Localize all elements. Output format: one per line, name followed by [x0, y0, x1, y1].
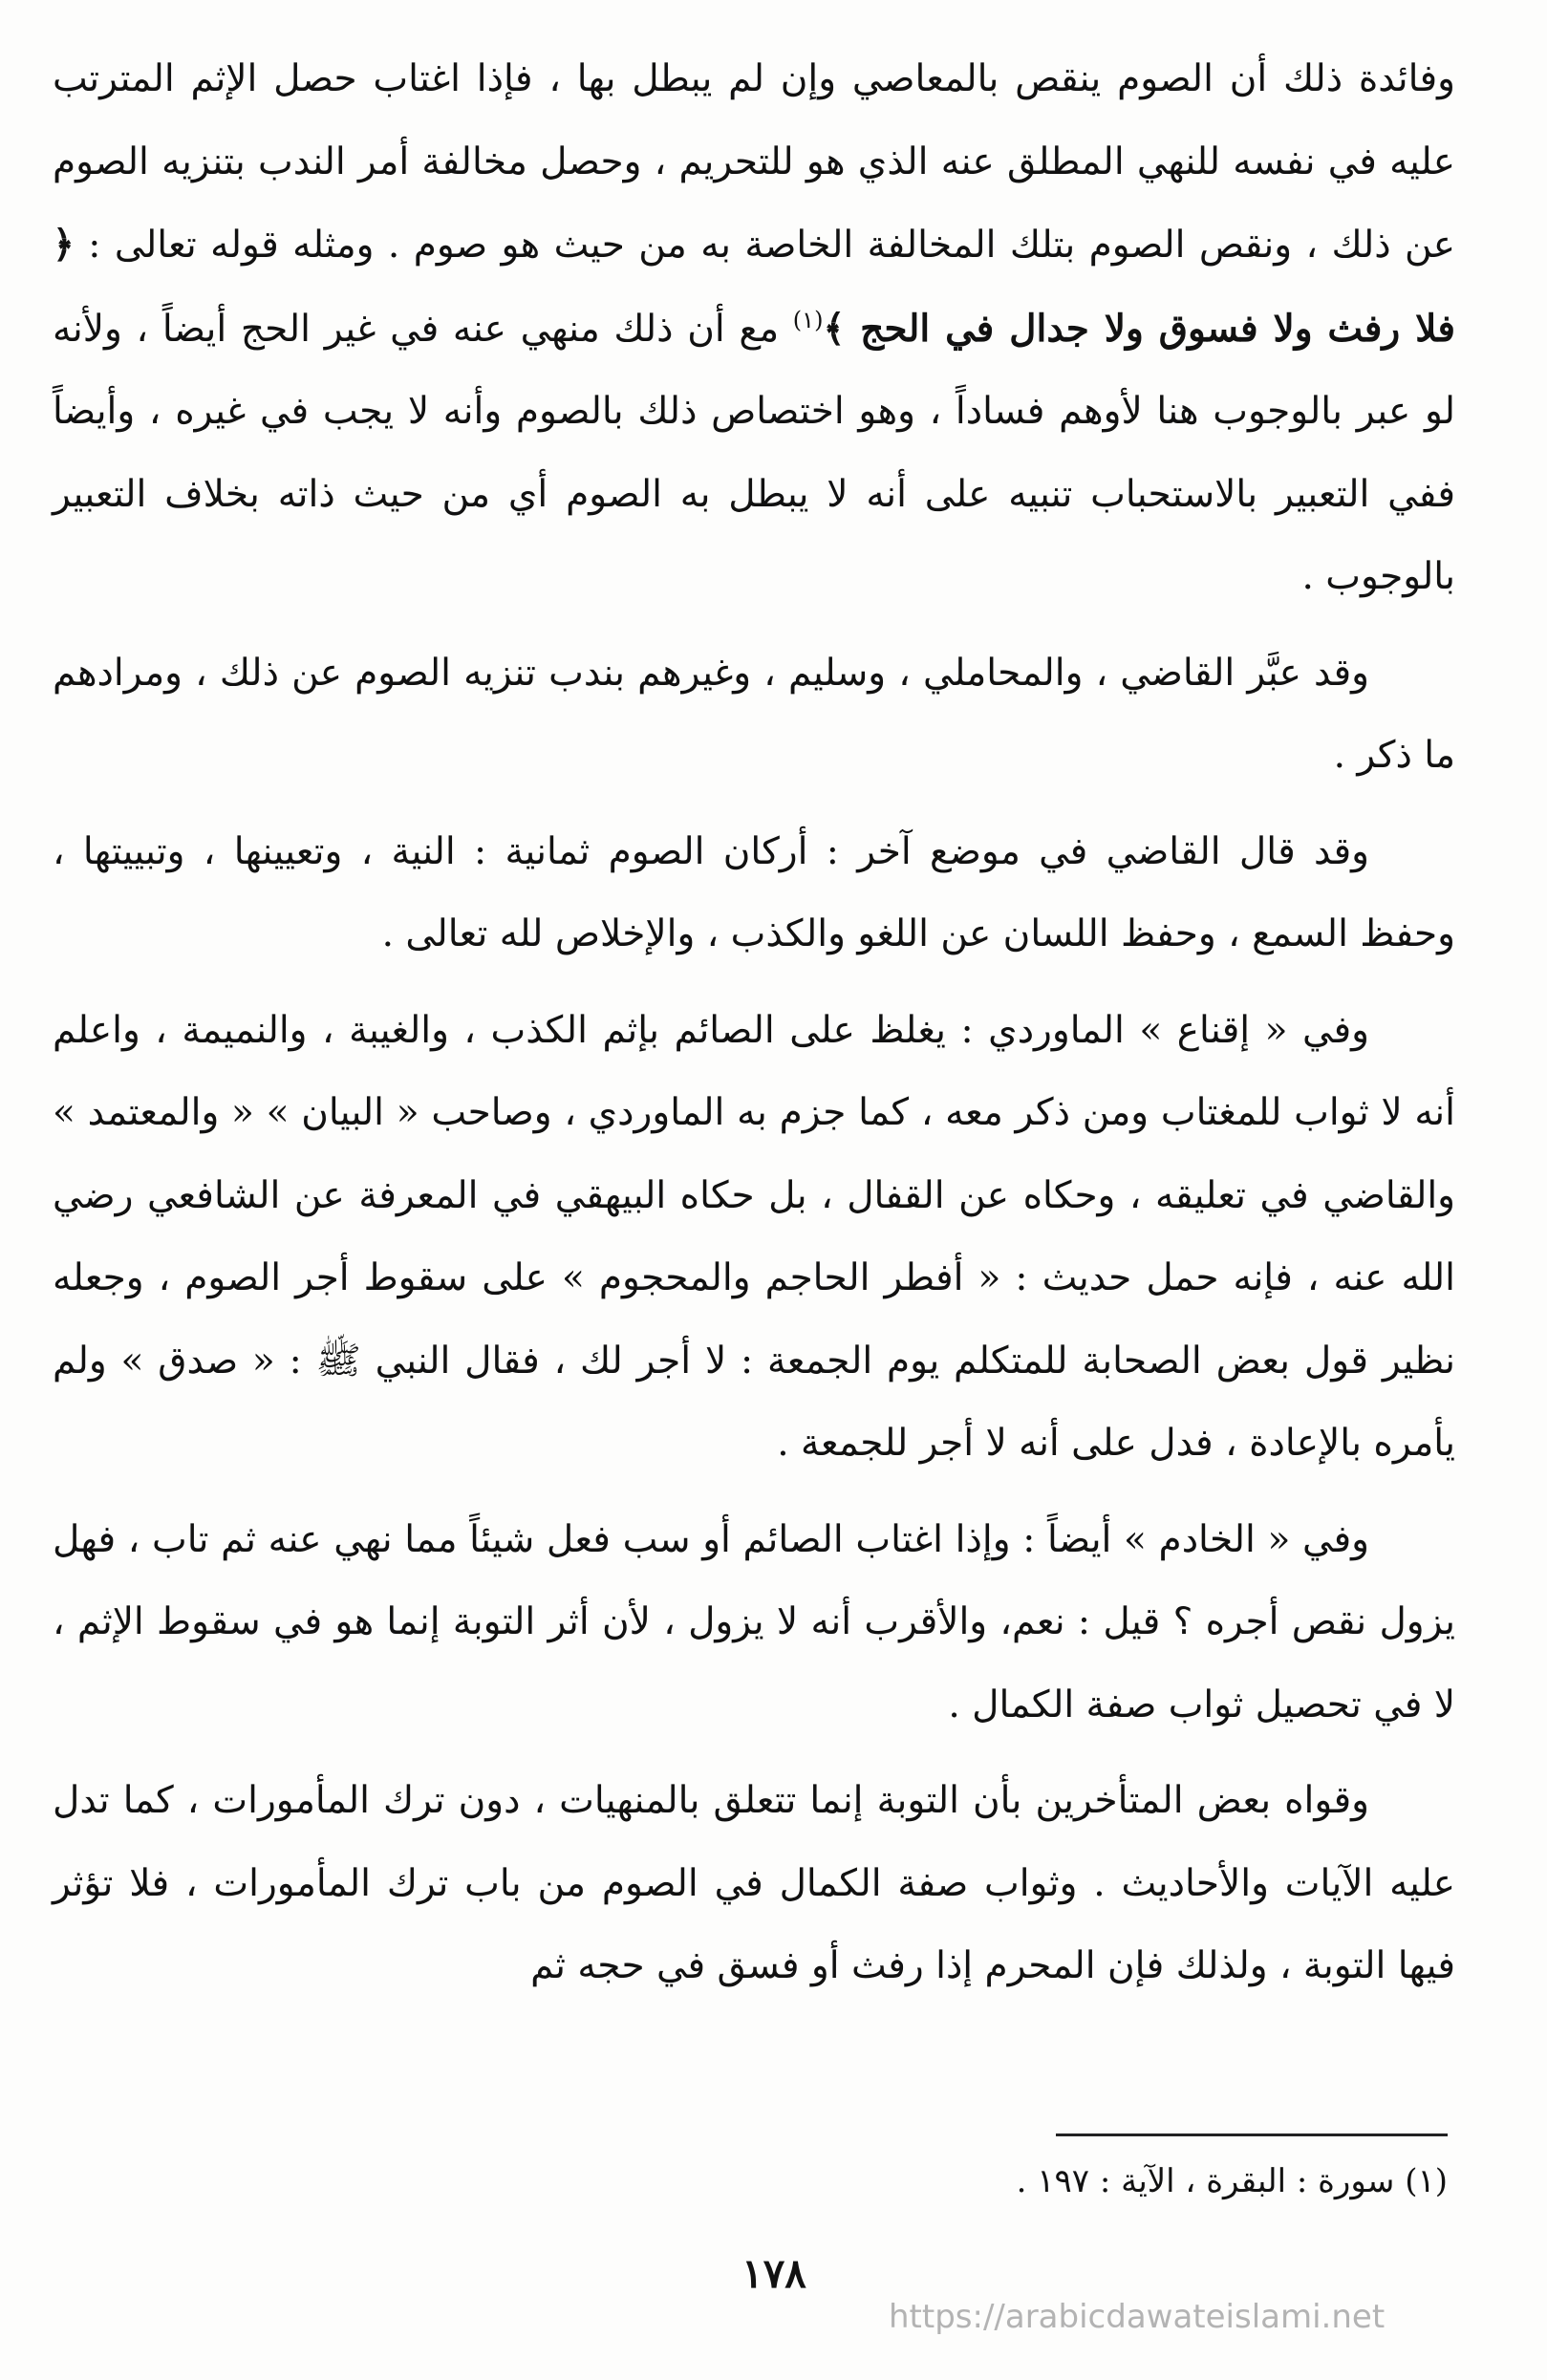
paragraph: وقد قال القاضي في موضع آخر : أركان الصوم ثمانية : النية ، وتعيينها ، وتبييتها ، وحفظ السمع ، وحفظ اللسان عن اللغو والكذب ، والإخلاص لله تعالى .	[53, 829, 1455, 955]
page-number: ١٧٨	[741, 2250, 806, 2297]
paragraph: وقواه بعض المتأخرين بأن التوبة إنما تتعلق بالمنهيات ، دون ترك المأمورات ، كما تدل عليه الآيات والأحاديث . وثواب صفة الكمال في الصوم من باب ترك المأمورات ، فلا تؤثر فيها التوبة ، ولذلك فإن المحرم إذا رفث أو فسق في حجه ثم	[53, 1779, 1455, 1987]
paragraph	[53, 38, 1455, 619]
quran-verse: ﴿ فلا رفث ولا فسوق ولا جدال في الحج ﴾	[53, 223, 1456, 351]
paragraph-text: وفائدة ذلك أن الصوم ينقص بالمعاصي وإن لم يبطل بها ، فإذا اغتاب حصل الإثم المترتب عليه في نفسه للنهي المطلق عنه الذي هو للتحريم ، وحصل مخالفة أمر الندب بتنزيه الصوم عن ذلك ، ونقص الصوم بتلك المخالفة الخاصة به من حيث هو صوم . ومثله قوله تعالى :	[53, 57, 1455, 267]
paragraph: وقد عبَّر القاضي ، والمحاملي ، وسليم ، وغيرهم بندب تنزيه الصوم عن ذلك ، ومرادهم ما ذكر .	[53, 651, 1455, 777]
body-text	[53, 38, 1455, 2022]
paragraph-text: مع أن ذلك منهي عنه في غير الحج أيضاً ، ولأنه لو عبر بالوجوب هنا لأوهم فساداً ، وهو اختصاص ذلك بالصوم وأنه لا يجب في غيره ، وأيضاً ففي التعبير بالاستحباب تنبيه على أنه لا يبطل به الصوم أي من حيث ذاته بخلاف التعبير بالوجوب .	[53, 307, 1455, 598]
footnote-divider	[1056, 2133, 1448, 2136]
paragraph: وفي « إقناع » الماوردي : يغلظ على الصائم بإثم الكذب ، والغيبة ، والنميمة ، واعلم أنه لا ثواب للمغتاب ومن ذكر معه ، كما جزم به الماوردي ، وصاحب « البيان » « والمعتمد » والقاضي في تعليقه ، وحكاه عن القفال ، بل حكاه البيهقي في المعرفة عن الشافعي رضي الله عنه ، فإنه حمل حديث : « أفطر الحاجم والمحجوم » على سقوط أجر الصوم ، وجعله نظير قول بعض الصحابة للمتكلم يوم الجمعة : لا أجر لك ، فقال النبي ﷺ : « صدق » ولم يأمره بالإعادة ، فدل على أنه لا أجر للجمعة .	[53, 1008, 1455, 1465]
paragraph: وفي « الخادم » أيضاً : وإذا اغتاب الصائم أو سب فعل شيئاً مما نهي عنه ثم تاب ، فهل يزول نقص أجره ؟ قيل : نعم، والأقرب أنه لا يزول ، لأن أثر التوبة إنما هو في سقوط الإثم ، لا في تحصيل ثواب صفة الكمال .	[53, 1517, 1455, 1726]
footnote: (١) سورة : البقرة ، الآية : ١٩٧ .	[1016, 2162, 1448, 2200]
footnote-reference[interactable]: (١)	[792, 306, 824, 333]
watermark-url: https://arabicdawateislami.net	[889, 2298, 1386, 2336]
